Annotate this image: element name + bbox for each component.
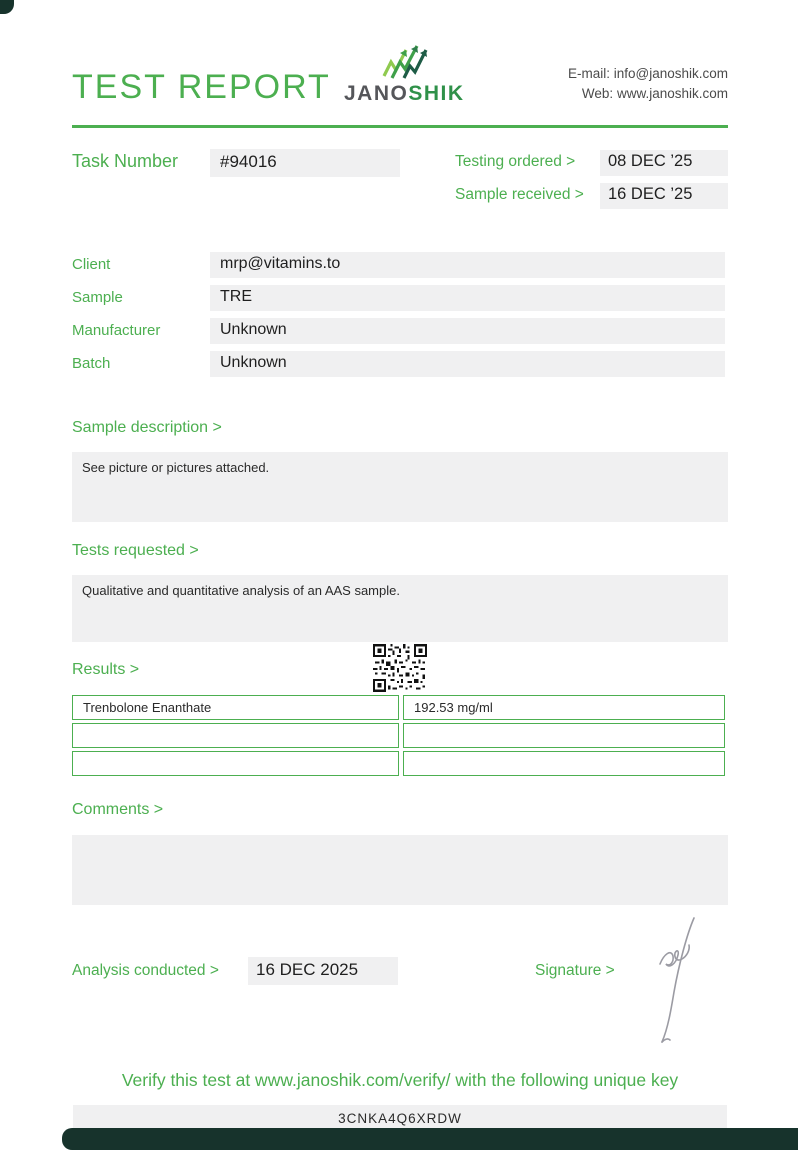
comments-box bbox=[72, 835, 728, 905]
client-value: mrp@vitamins.to bbox=[220, 255, 341, 272]
sample-description-box bbox=[72, 452, 728, 522]
web-value: www.janoshik.com bbox=[616, 86, 728, 101]
page-title: TEST REPORT bbox=[72, 68, 331, 106]
task-number-value: #94016 bbox=[220, 152, 277, 171]
sample-received-value: 16 DEC ’25 bbox=[608, 185, 693, 203]
client-label: Client bbox=[72, 256, 111, 273]
verify-instruction: Verify this test at www.janoshik.com/verify/ with the following unique key bbox=[121, 1070, 679, 1090]
tests-requested-text: Qualitative and quantitative analysis of an AAS sample. bbox=[82, 583, 400, 598]
email-label: E-mail: bbox=[567, 66, 610, 81]
batch-label: Batch bbox=[72, 355, 111, 372]
growth-chart-icon bbox=[376, 42, 432, 80]
unique-key-value: 3CNKA4Q6XRDW bbox=[338, 1110, 462, 1126]
result-value-cell bbox=[403, 723, 725, 748]
sample-label: Sample bbox=[72, 289, 123, 306]
task-number-label: Task Number bbox=[72, 151, 179, 171]
logo-text-shik: SHIK bbox=[408, 82, 465, 105]
result-substance-cell bbox=[72, 723, 399, 748]
testing-ordered-label: Testing ordered > bbox=[455, 153, 576, 170]
result-substance-cell bbox=[72, 751, 399, 776]
logo-text-jano: JANO bbox=[344, 82, 409, 105]
result-value-cell bbox=[403, 751, 725, 776]
sample-value: TRE bbox=[220, 288, 252, 305]
contact-email-line bbox=[568, 64, 728, 84]
web-label: Web: bbox=[581, 86, 614, 101]
sample-received-label: Sample received > bbox=[455, 186, 584, 203]
corner-accent-shape bbox=[0, 0, 14, 14]
handwritten-signature-icon bbox=[632, 912, 712, 1047]
janoshik-logo bbox=[344, 42, 464, 106]
sample-field bbox=[210, 285, 725, 311]
results-table bbox=[72, 695, 725, 779]
logo-wordmark bbox=[344, 82, 464, 106]
sample-description-label: Sample description > bbox=[72, 419, 222, 436]
manufacturer-field bbox=[210, 318, 725, 344]
contact-block bbox=[568, 64, 728, 104]
contact-web-line bbox=[568, 84, 728, 104]
batch-value: Unknown bbox=[220, 354, 287, 371]
testing-ordered-value: 08 DEC ’25 bbox=[608, 152, 693, 170]
sample-description-text: See picture or pictures attached. bbox=[82, 460, 270, 475]
table-row bbox=[72, 695, 725, 720]
comments-label: Comments > bbox=[72, 801, 164, 818]
table-row bbox=[72, 723, 725, 748]
signature-label: Signature > bbox=[535, 962, 615, 979]
results-label: Results > bbox=[72, 661, 140, 678]
tests-requested-label: Tests requested > bbox=[72, 542, 199, 559]
tests-requested-box bbox=[72, 575, 728, 642]
table-row bbox=[72, 751, 725, 776]
qr-code bbox=[373, 644, 427, 692]
footer-accent-bar bbox=[62, 1128, 798, 1150]
header-divider bbox=[72, 125, 728, 128]
manufacturer-label: Manufacturer bbox=[72, 322, 161, 339]
result-substance-cell: Trenbolone Enanthate bbox=[72, 695, 399, 720]
analysis-date-value: 16 DEC 2025 bbox=[256, 960, 359, 979]
analysis-conducted-label: Analysis conducted > bbox=[72, 962, 219, 979]
manufacturer-value: Unknown bbox=[220, 321, 287, 338]
email-value: info@janoshik.com bbox=[613, 66, 728, 81]
result-value-cell: 192.53 mg/ml bbox=[403, 695, 725, 720]
batch-field bbox=[210, 351, 725, 377]
